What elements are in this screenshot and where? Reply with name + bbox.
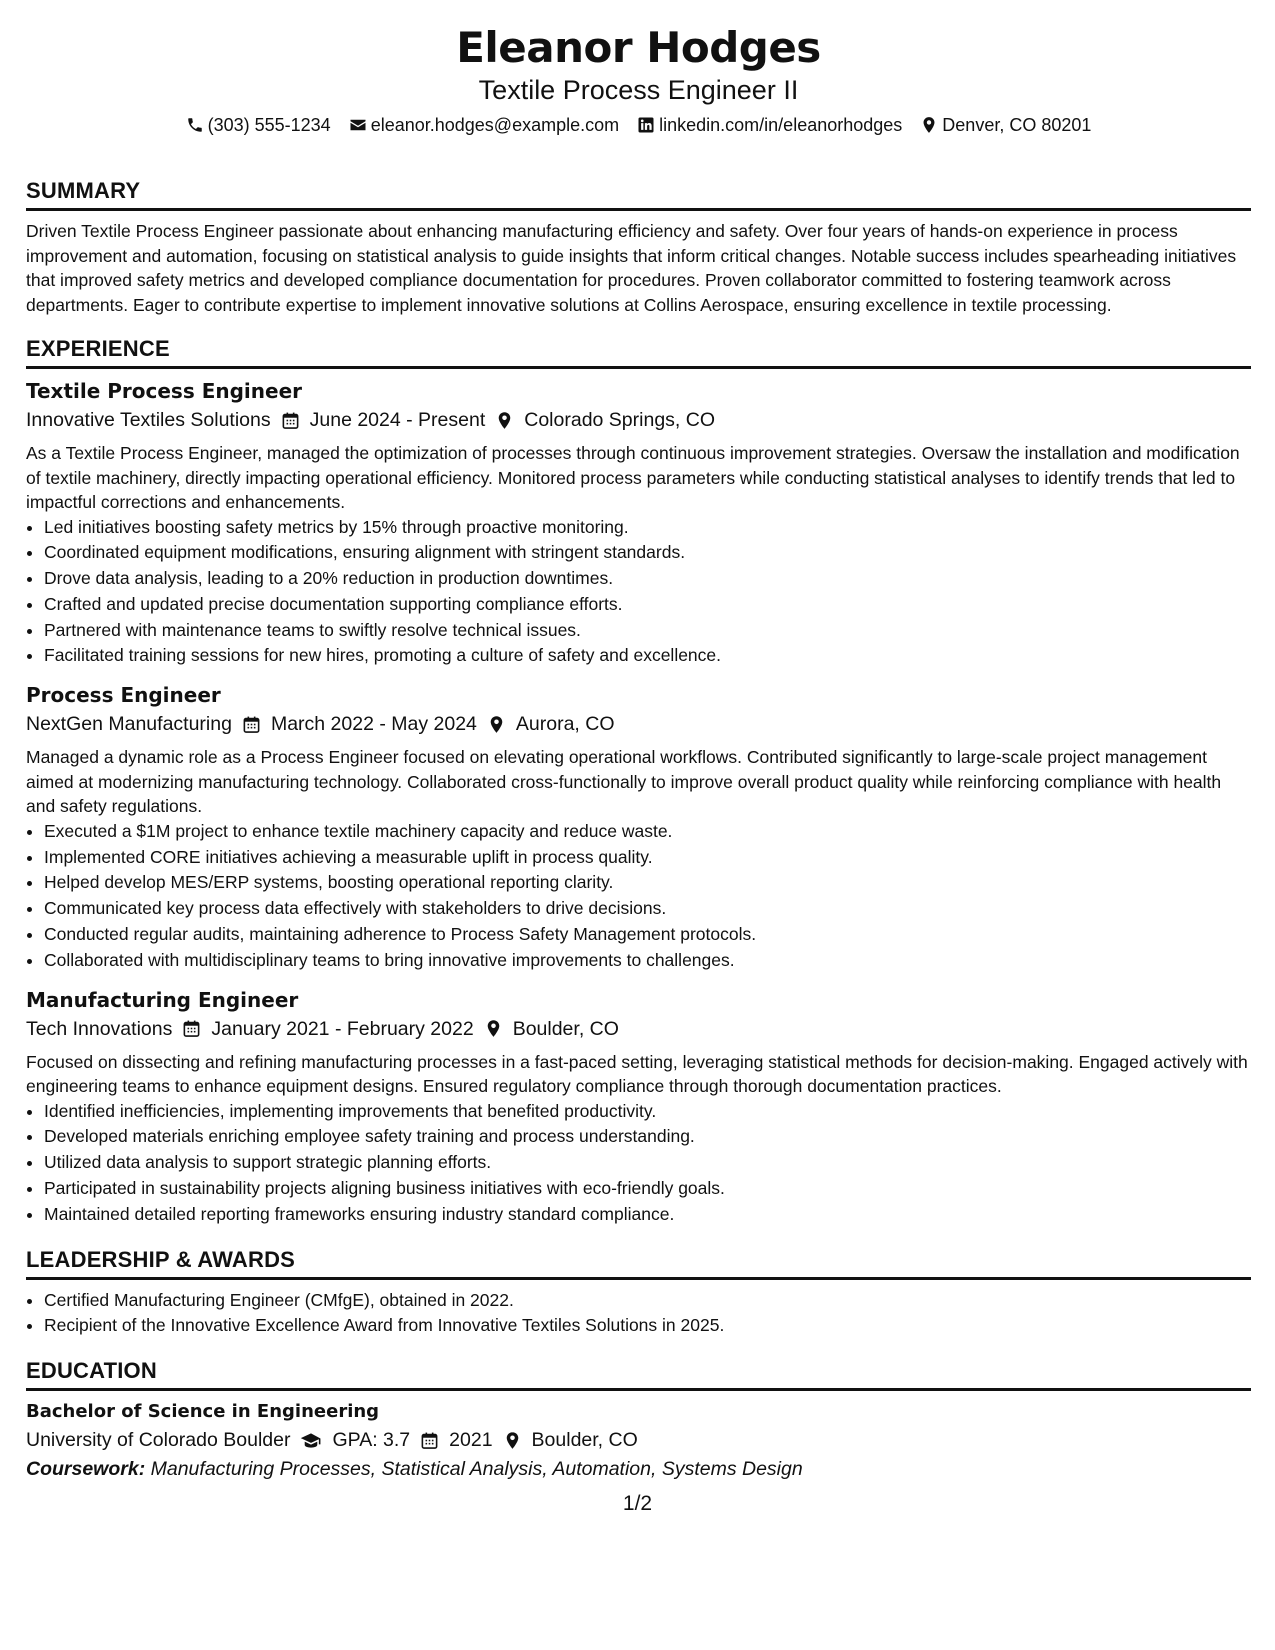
list-item: • Helped develop MES/ERP systems, boosting operational reporting clarity. [44,870,1251,896]
list-item: • Executed a $1M project to enhance textile machinery capacity and reduce waste. [44,819,1251,845]
job-dates: June 2024 - Present [309,409,486,431]
job-title: Textile Process Engineer [26,379,303,403]
grad-year-group [420,1425,492,1455]
gpa-text: GPA: 3.7 [332,1429,411,1452]
map-marker-icon [495,411,514,430]
graduation-cap-icon [300,1431,322,1450]
job-entry [26,986,1251,1228]
summary-text: Driven Textile Process Engineer passionate about enhancing manufacturing efficiency and safety. Over four years of hands-on experience in process improvement and automation, focusing on statistical analysis to guide insights that inform critical changes. Notable success includes spearheading initiatives that improved safety metrics and developed compliance documentation for procedures. Proven collaborator committed to fostering teamwork across departments. Eager to contribute expertise to implement innovative solutions at Collins Aerospace, ensuring excellence in textile processing. [26,221,1237,315]
list-item: • Collaborated with multidisciplinary teams to bring innovative improvements to challenges. [44,948,1251,974]
education-section [26,1357,1251,1483]
job-location: Boulder, CO [512,1017,619,1040]
calendar-icon [182,1019,201,1038]
list-item: • Utilized data analysis to support strategic planning efforts. [44,1150,1251,1176]
envelope-icon [349,116,367,134]
job-bullets [26,1099,1251,1228]
awards-list [26,1288,1251,1340]
contact-email[interactable] [349,113,619,137]
job-bullets [26,515,1251,670]
section-divider [26,1388,1251,1391]
list-item: • Drove data analysis, leading to a 20% reduction in production downtimes. [44,566,1251,592]
experience-section [26,335,1251,1228]
job-location: Colorado Springs, CO [524,409,716,431]
job-bullets [26,819,1251,974]
email-text[interactable]: eleanor.hodges@example.com [370,115,620,135]
list-item: • Conducted regular audits, maintaining adherence to Process Safety Management protocols. [44,922,1251,948]
school-name: University of Colorado Boulder [26,1429,291,1452]
job-location-group [484,1014,619,1044]
coursework-line [26,1455,1251,1483]
coursework-label: Coursework: [26,1458,146,1481]
list-item: • Certified Manufacturing Engineer (CMfgE), obtained in 2022. [44,1288,1251,1314]
job-location: Aurora, CO [515,713,615,736]
calendar-icon [281,411,300,430]
calendar-icon [420,1431,439,1450]
list-item: • Participated in sustainability projects aligning business initiatives with eco-friendly goals. [44,1176,1251,1202]
list-item: • Led initiatives boosting safety metrics by 15% through proactive monitoring. [44,515,1251,541]
candidate-name: Eleanor Hodges [456,23,821,72]
section-divider [26,208,1251,211]
section-heading-awards: LEADERSHIP & AWARDS [26,1246,296,1272]
list-item: • Identified inefficiencies, implementing improvements that benefited productivity. [44,1099,1251,1125]
job-location-group [495,405,715,435]
map-marker-icon [484,1019,503,1038]
location-text: Denver, CO 80201 [942,115,1092,135]
list-item: • Maintained detailed reporting frameworks ensuring industry standard compliance. [44,1202,1251,1228]
list-item: • Implemented CORE initiatives achieving a measurable uplift in process quality. [44,845,1251,871]
degree-title: Bachelor of Science in Engineering [26,1401,380,1423]
map-marker-icon [920,116,938,134]
contact-phone [186,113,331,137]
list-item: • Partnered with maintenance teams to swiftly resolve technical issues. [44,618,1251,644]
job-title: Manufacturing Engineer [26,987,299,1012]
section-divider [26,1277,1251,1280]
job-description: Managed a dynamic role as a Process Engineer focused on elevating operational workflows. Contributed significantly to large-scale project management aimed at modernizing manufacturing technology. Collaborated cross-functionally to improve overall product quality while reinforcing compliance with health and safety regulations. [26,747,1222,817]
section-heading-experience: EXPERIENCE [26,336,170,361]
job-meta [26,1014,1251,1044]
candidate-title: Textile Process Engineer II [478,75,799,105]
map-marker-icon [487,715,506,734]
school-location-group [503,1425,638,1455]
list-item: • Facilitated training sessions for new hires, promoting a culture of safety and excellence. [44,643,1251,669]
list-item: • Developed materials enriching employee safety training and process understanding. [44,1124,1251,1150]
job-dates-group [182,1014,473,1044]
list-item: • Coordinated equipment modifications, ensuring alignment with stringent standards. [44,540,1251,566]
list-item: • Communicated key process data effectively with stakeholders to drive decisions. [44,896,1251,922]
gpa-group [300,1425,410,1455]
phone-icon [186,116,204,134]
grad-year: 2021 [449,1429,493,1452]
job-company: Innovative Textiles Solutions [26,409,271,431]
section-divider [26,366,1251,369]
section-heading-education: EDUCATION [26,1358,157,1384]
contact-location [920,113,1091,137]
job-dates-group [281,405,486,435]
linkedin-icon [637,116,655,134]
summary-section [26,177,1251,317]
resume-header [26,24,1251,137]
contact-line [26,113,1251,137]
job-meta [26,405,1251,435]
job-dates: January 2021 - February 2022 [211,1017,474,1040]
awards-section [26,1246,1251,1340]
linkedin-text[interactable]: linkedin.com/in/eleanorhodges [659,115,903,135]
section-heading-summary: SUMMARY [26,178,141,203]
school-location: Boulder, CO [531,1429,638,1452]
calendar-icon [242,715,261,734]
job-title: Process Engineer [26,683,221,708]
coursework-list: Manufacturing Processes, Statistical Analysis, Automation, Systems Design [150,1458,803,1481]
job-dates: March 2022 - May 2024 [270,713,477,736]
job-dates-group [242,709,477,739]
job-entry [26,681,1251,973]
map-marker-icon [503,1431,522,1450]
job-description: Focused on dissecting and refining manufacturing processes in a fast-paced setting, leveraging statistical methods for decision-making. Engaged actively with engineering teams to enhance equipment designs. Ensured regulatory compliance through thorough documentation practices. [26,1051,1248,1097]
contact-linkedin[interactable] [637,113,902,137]
page-number: 1/2 [622,1492,653,1515]
job-company: NextGen Manufacturing [26,713,232,736]
job-location-group [487,709,615,739]
list-item: • Crafted and updated precise documentation supporting compliance efforts. [44,592,1251,618]
job-entry [26,377,1251,669]
job-description: As a Textile Process Engineer, managed the optimization of processes through continuous improvement strategies. Oversaw the installation and modification of textile machinery, directly impacting operational efficiency. Monitored process parameters while conducting statistical analyses to identify trends that led to impactful corrections and enhancements. [26,443,1240,512]
education-meta [26,1425,1251,1455]
phone-text: (303) 555-1234 [207,115,331,135]
job-company: Tech Innovations [26,1017,173,1040]
job-meta [26,709,1251,739]
list-item: • Recipient of the Innovative Excellence Award from Innovative Textiles Solutions in 2025. [44,1313,1251,1339]
resume-page [26,0,1251,1483]
